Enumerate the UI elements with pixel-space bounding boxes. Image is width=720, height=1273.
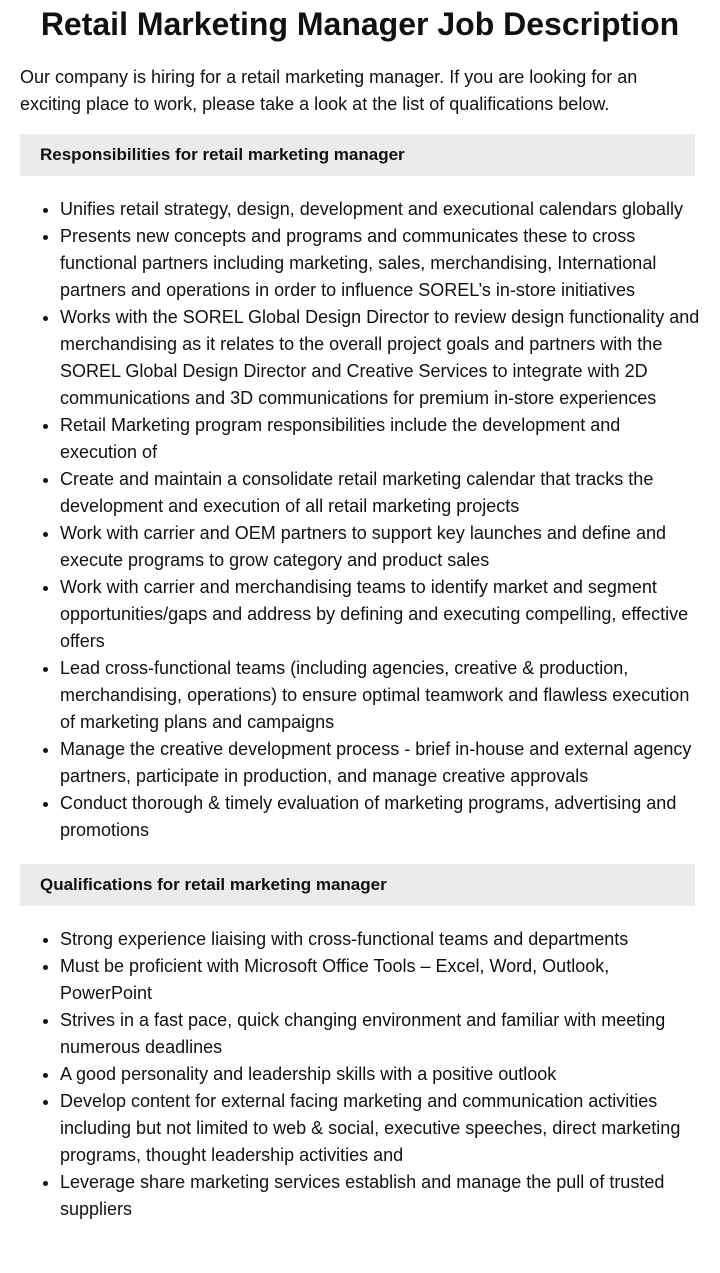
list-item: • Develop content for external facing marketing and communication activities including but not limited to web & social, executive speeches, direct marketing programs, thought leadership activities and (60, 1088, 700, 1169)
list-item: • Presents new concepts and programs and communicates these to cross functional partners including marketing, sales, merchandising, International partners and operations in order to influence SOREL’s in-store initiatives (60, 223, 700, 304)
qualifications-heading: Qualifications for retail marketing manager (20, 864, 695, 906)
list-item: • Manage the creative development process - brief in-house and external agency partners, participate in production, and manage creative approvals (60, 736, 700, 790)
list-item: • Must be proficient with Microsoft Office Tools – Excel, Word, Outlook, PowerPoint (60, 953, 700, 1007)
list-item: • Lead cross-functional teams (including agencies, creative & production, merchandising, operations) to ensure optimal teamwork and flawless execution of marketing plans and campaigns (60, 655, 700, 736)
list-item: • Retail Marketing program responsibilities include the development and execution of (60, 412, 700, 466)
list-item: • Strives in a fast pace, quick changing environment and familiar with meeting numerous deadlines (60, 1007, 700, 1061)
intro-text: Our company is hiring for a retail marketing manager. If you are looking for an exciting place to work, please take a look at the list of qualifications below. (20, 67, 638, 114)
qualifications-list (20, 926, 700, 1223)
list-item: • A good personality and leadership skills with a positive outlook (60, 1061, 700, 1088)
list-item: • Conduct thorough & timely evaluation of marketing programs, advertising and promotions (60, 790, 700, 844)
page-title: Retail Marketing Manager Job Description (40, 6, 680, 42)
list-item: • Work with carrier and merchandising teams to identify market and segment opportunities/gaps and address by defining and executing compelling, effective offers (60, 574, 700, 655)
responsibilities-heading: Responsibilities for retail marketing manager (20, 134, 695, 176)
list-item: • Work with carrier and OEM partners to support key launches and define and execute programs to grow category and product sales (60, 520, 700, 574)
list-item: • Works with the SOREL Global Design Director to review design functionality and merchandising as it relates to the overall project goals and partners with the SOREL Global Design Director and Creative Services to integrate with 2D communications and 3D communications for premium in-store experiences (60, 304, 700, 412)
list-item: • Leverage share marketing services establish and manage the pull of trusted suppliers (60, 1169, 700, 1223)
responsibilities-list (20, 196, 700, 844)
list-item: • Strong experience liaising with cross-functional teams and departments (60, 926, 700, 953)
list-item: • Unifies retail strategy, design, development and executional calendars globally (60, 196, 700, 223)
list-item: • Create and maintain a consolidate retail marketing calendar that tracks the development and execution of all retail marketing projects (60, 466, 700, 520)
